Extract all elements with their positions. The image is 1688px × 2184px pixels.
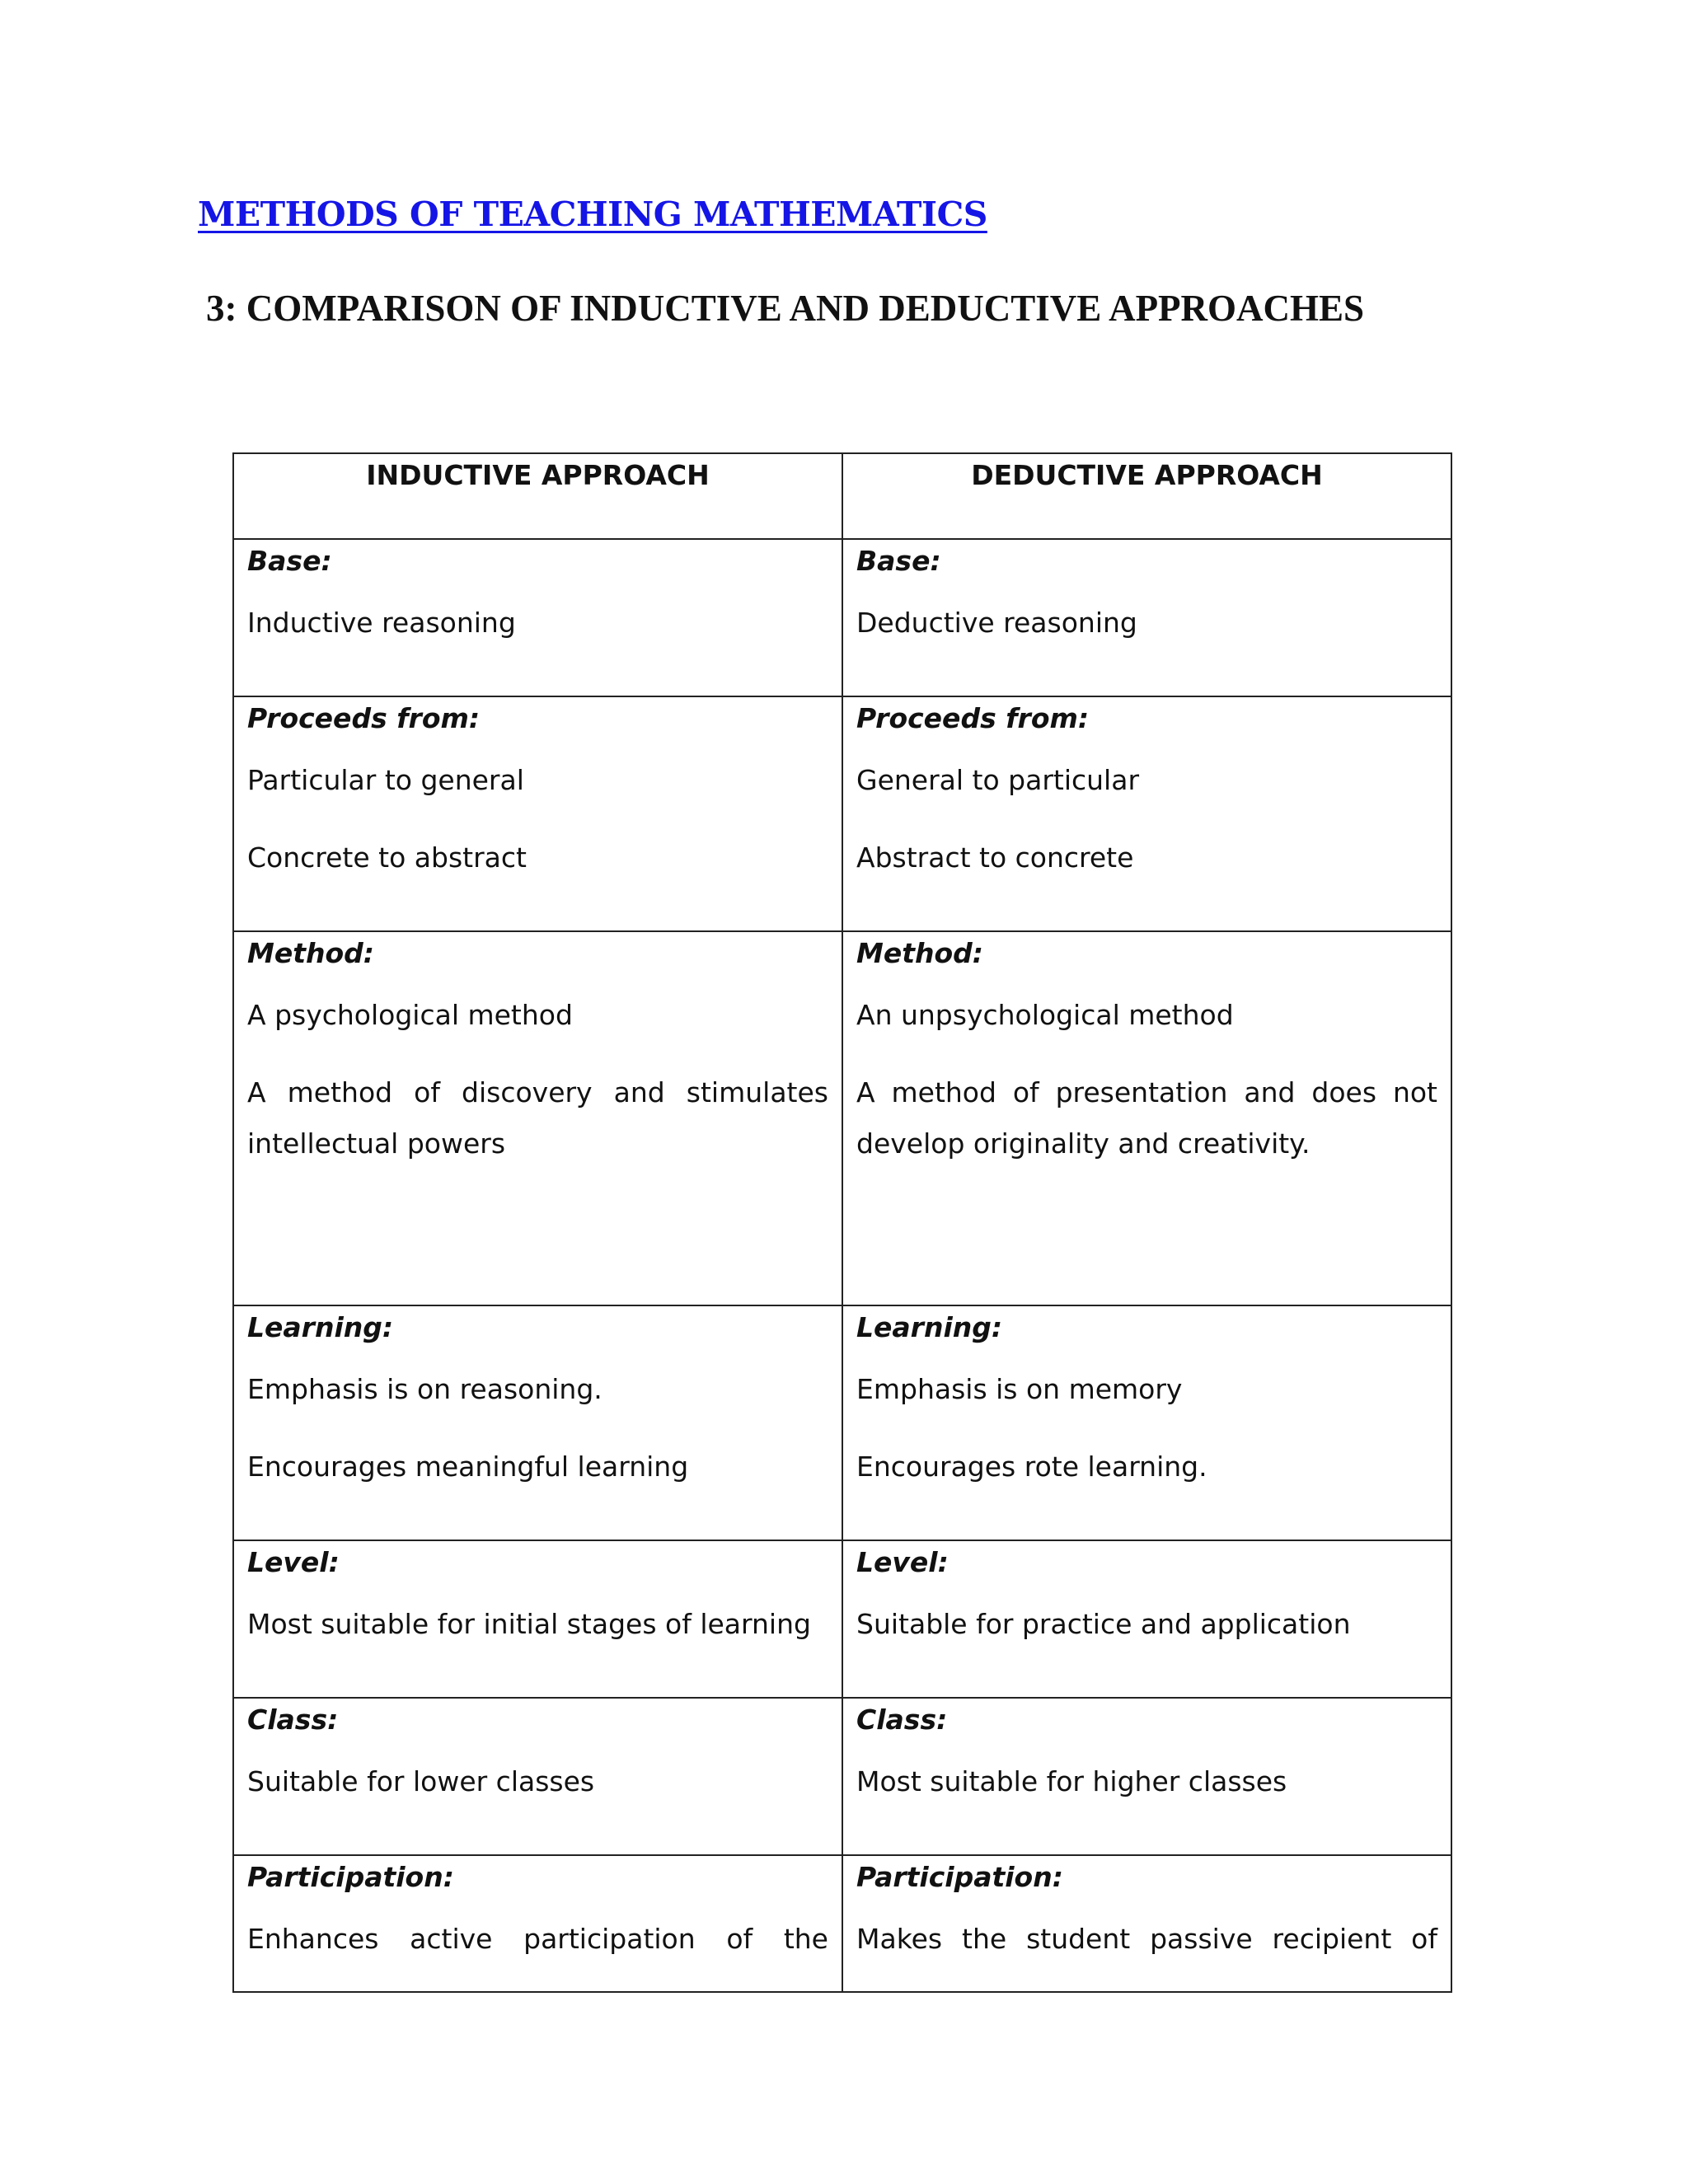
row-label: Base: [856, 545, 941, 577]
row-label: Proceeds from: [247, 702, 481, 734]
cell-text: Suitable for lower classes [247, 1765, 595, 1797]
document-title: METHODS OF TEACHING MATHEMATICS [198, 194, 987, 234]
table-row [233, 1305, 1451, 1540]
cell-text: Emphasis is on memory [856, 1373, 1183, 1405]
cell-text: Encourages meaningful learning [247, 1451, 689, 1483]
cell-text: Emphasis is on reasoning. [247, 1373, 603, 1405]
inductive-cell [233, 1855, 842, 1992]
row-label: Class: [856, 1704, 948, 1736]
row-label: Learning: [856, 1311, 1003, 1343]
deductive-cell [842, 1855, 1451, 1992]
cell-text: A method of presentation and does not develop originality and creativity. [856, 1076, 1437, 1160]
table-row [233, 696, 1451, 931]
cell-text: Makes the student passive recipient of [856, 1923, 1437, 1955]
cell-text: Concrete to abstract [247, 841, 527, 874]
deductive-cell [842, 1305, 1451, 1540]
cell-text: Particular to general [247, 764, 524, 796]
table-row [233, 1540, 1451, 1698]
row-label: Participation: [856, 1861, 1063, 1893]
row-label: Level: [247, 1546, 340, 1578]
cell-text: A method of discovery and stimulates intellectual powers [247, 1076, 828, 1160]
inductive-cell [233, 1305, 842, 1540]
inductive-cell [233, 539, 842, 696]
cell-text: Enhances active participation of the [247, 1923, 828, 1955]
cell-text: Deductive reasoning [856, 607, 1137, 639]
cell-text: General to particular [856, 764, 1140, 796]
cell-text: Most suitable for higher classes [856, 1765, 1287, 1797]
deductive-cell [842, 539, 1451, 696]
deductive-cell [842, 696, 1451, 931]
table-row [233, 1855, 1451, 1992]
row-label: Method: [247, 937, 374, 969]
cell-text: An unpsychological method [856, 999, 1234, 1031]
cell-text: A psychological method [247, 999, 573, 1031]
table-row [233, 1698, 1451, 1855]
deductive-cell [842, 1698, 1451, 1855]
cell-text: Suitable for practice and application [856, 1608, 1351, 1640]
row-label: Learning: [247, 1311, 394, 1343]
table-header-row [233, 453, 1451, 539]
deductive-cell [842, 1540, 1451, 1698]
row-label: Method: [856, 937, 983, 969]
inductive-cell [233, 696, 842, 931]
cell-text: Most suitable for initial stages of learning [247, 1608, 811, 1640]
header-inductive: INDUCTIVE APPROACH [233, 453, 842, 539]
header-deductive: DEDUCTIVE APPROACH [842, 453, 1451, 539]
row-label: Class: [247, 1704, 339, 1736]
inductive-cell [233, 931, 842, 1305]
row-label: Proceeds from: [856, 702, 1090, 734]
cell-text: Abstract to concrete [856, 841, 1134, 874]
deductive-cell [842, 931, 1451, 1305]
section-title: 3: COMPARISON OF INDUCTIVE AND DEDUCTIVE APPROACHES [206, 288, 1365, 329]
inductive-cell [233, 1540, 842, 1698]
inductive-cell [233, 1698, 842, 1855]
row-label: Level: [856, 1546, 949, 1578]
row-label: Base: [247, 545, 332, 577]
table-row [233, 539, 1451, 696]
cell-text: Encourages rote learning. [856, 1451, 1207, 1483]
cell-text: Inductive reasoning [247, 607, 516, 639]
table-row [233, 931, 1451, 1305]
row-label: Participation: [247, 1861, 454, 1893]
comparison-table [232, 452, 1452, 1993]
